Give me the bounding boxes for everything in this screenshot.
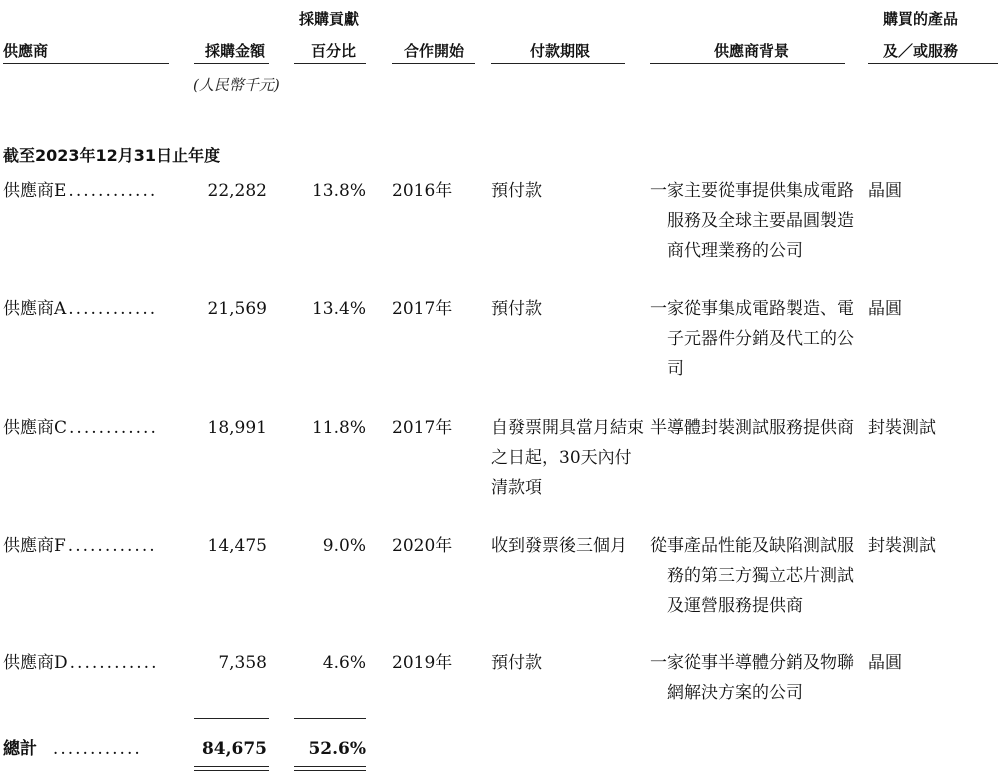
total-double-rule-pct-2 [294, 770, 366, 771]
supplier-background-line: 務的第三方獨立芯片測試 [667, 566, 854, 586]
supplier-background-line: 司 [667, 359, 684, 379]
leader-dots: ............ [68, 299, 158, 319]
total-double-rule-amount-1 [194, 766, 269, 767]
header-rule-payment [491, 63, 625, 64]
header-supplier: 供應商 [3, 42, 49, 60]
total-amount: 84,675 [201, 739, 267, 759]
supplier-name-text: 供應商E [3, 181, 67, 201]
supplier-name-text: 供應商A [3, 299, 67, 319]
leader-dots: ............ [67, 536, 157, 556]
contribution-pct: 11.8% [311, 418, 366, 438]
supplier-background-line: 服務及全球主要晶圓製造 [667, 211, 854, 231]
supplier-background-line: 一家主要從事提供集成電路 [650, 181, 854, 201]
cooperation-start: 2017年 [392, 299, 453, 319]
header-products-line1: 購買的產品 [883, 10, 959, 28]
purchase-amount: 21,569 [207, 299, 267, 319]
payment-term-line: 預付款 [491, 653, 542, 673]
header-products-line2: 及／或服務 [883, 42, 959, 60]
supplier-background-line: 網解決方案的公司 [667, 683, 803, 703]
section-title: 截至2023年12月31日止年度 [3, 146, 221, 165]
supplier-background-line: 半導體封裝測試服務提供商 [650, 418, 854, 438]
leader-dots: ............ [68, 181, 158, 201]
total-pct: 52.6% [308, 739, 366, 759]
leader-dots: ............ [69, 418, 158, 438]
contribution-pct: 4.6% [322, 653, 366, 673]
supplier-background-line: 一家從事集成電路製造、電 [650, 299, 854, 319]
total-double-rule-pct-1 [294, 766, 366, 767]
header-contribution-line1: 採購貢獻 [299, 10, 360, 28]
header-start: 合作開始 [404, 42, 465, 60]
contribution-pct: 9.0% [322, 536, 366, 556]
cooperation-start: 2019年 [392, 653, 453, 673]
payment-term-line: 預付款 [491, 181, 542, 201]
purchased-product: 晶圓 [868, 299, 902, 319]
total-top-rule-pct [294, 718, 366, 719]
supplier-name [3, 294, 157, 324]
purchased-product: 晶圓 [868, 181, 902, 201]
payment-term-line: 清款項 [491, 478, 542, 498]
supplier-name-text: 供應商F [3, 536, 66, 556]
cooperation-start: 2016年 [392, 181, 453, 201]
payment-term-line: 自發票開具當月結束 [491, 418, 644, 438]
total-label [3, 734, 142, 764]
purchase-amount: 14,475 [207, 536, 267, 556]
payment-term-line: 之日起，30天內付 [491, 448, 632, 468]
payment-term-line: 預付款 [491, 299, 542, 319]
purchase-amount: 22,282 [207, 181, 267, 201]
total-label-text: 總計 [3, 739, 37, 759]
supplier-background-line: 子元器件分銷及代工的公 [667, 329, 854, 349]
purchased-product: 封裝測試 [868, 418, 936, 438]
supplier-name-text: 供應商C [3, 418, 68, 438]
supplier-name [3, 531, 157, 561]
header-contribution-line2: 百分比 [311, 42, 357, 60]
purchased-product: 晶圓 [868, 653, 902, 673]
header-payment: 付款期限 [530, 42, 591, 60]
header-rule-supplier [3, 63, 169, 64]
supplier-background-line: 及運營服務提供商 [667, 596, 803, 616]
total-leader-dots: ............ [52, 739, 142, 759]
contribution-pct: 13.4% [311, 299, 366, 319]
header-rule-contribution [294, 63, 366, 64]
purchase-amount: 18,991 [207, 418, 267, 438]
total-double-rule-amount-2 [194, 770, 269, 771]
cooperation-start: 2020年 [392, 536, 453, 556]
supplier-name [3, 648, 159, 678]
supplier-background-line: 一家從事半導體分銷及物聯 [650, 653, 854, 673]
header-rule-amount [194, 63, 269, 64]
supplier-background-line: 從事產品性能及缺陷測試服 [650, 536, 854, 556]
payment-term-line: 收到發票後三個月 [491, 536, 627, 556]
header-rule-start [392, 63, 475, 64]
header-amount: 採購金額 [205, 42, 266, 60]
header-rule-products [868, 63, 998, 64]
cooperation-start: 2017年 [392, 418, 453, 438]
supplier-name [3, 176, 157, 206]
unit-label: (人民幣千元) [193, 76, 280, 94]
header-rule-background [650, 63, 845, 64]
supplier-background-line: 商代理業務的公司 [667, 241, 803, 261]
supplier-name [3, 413, 158, 443]
purchase-amount: 7,358 [218, 653, 267, 673]
supplier-name-text: 供應商D [3, 653, 68, 673]
purchased-product: 封裝測試 [868, 536, 936, 556]
leader-dots: ............ [69, 653, 159, 673]
total-top-rule-amount [194, 718, 269, 719]
contribution-pct: 13.8% [311, 181, 366, 201]
header-background: 供應商背景 [714, 42, 790, 60]
